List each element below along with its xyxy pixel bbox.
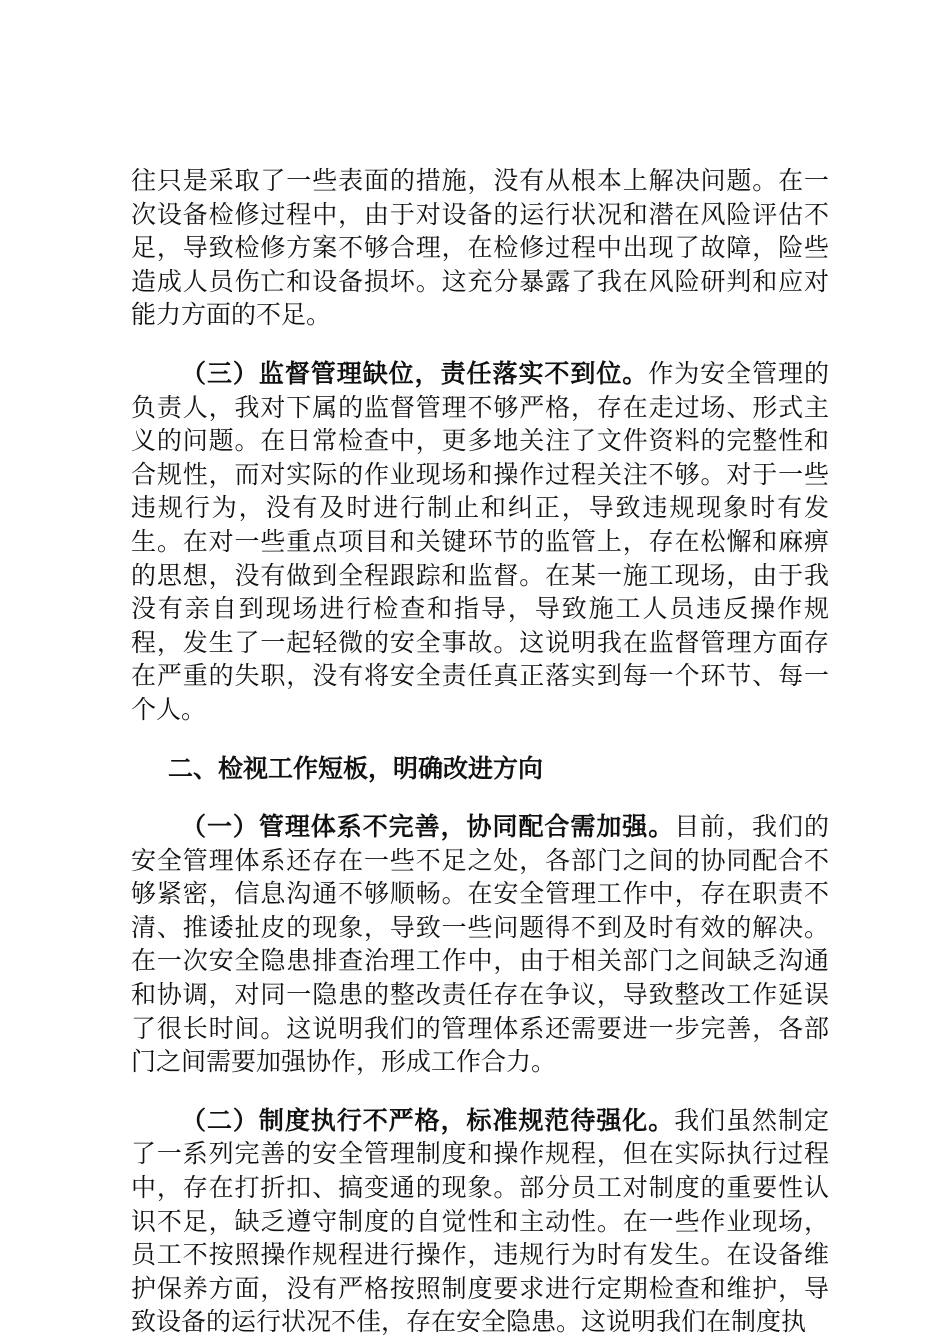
paragraph-text: 往只是采取了一些表面的措施，没有从根本上解决问题。在一次设备检修过程中，由于对设备的运行状况和潜在风险评估不足，导致检修方案不够合理，在检修过程中出现了故障，险些造成人员伤亡和设备损坏。这充分暴露了我在风险研判和应对能力方面的不足。	[131, 166, 829, 330]
paragraph-lead-title: （一）管理体系不完善，协同配合需加强。	[181, 812, 675, 842]
section-heading: 二、检视工作短板，明确改进方向	[168, 753, 544, 783]
paragraph-text: 作为安全管理的负责人，我对下属的监督管理不够严格，存在走过场、形式主义的问题。在日常检查中，更多地关注了文件资料的完整性和合规性，而对实际的作业现场和操作过程关注不够。对于一些违规行为，没有及时进行制止和纠正，导致违规现象时有发生。在对一些重点项目和关键环节的监管上，存在松懈和麻痹的思想，没有做到全程跟踪和监督。在某一施工现场，由于我没有亲自到现场进行检查和指导，导致施工人员违反操作规程，发生了一起轻微的安全事故。这说明我在监督管理方面存在严重的失职，没有将安全责任真正落实到每一个环节、每一个人。	[131, 358, 829, 724]
paragraph-text: 我们虽然制定了一系列完善的安全管理制度和操作规程，但在实际执行过程中，存在打折扣、搞变通的现象。部分员工对制度的重要性认识不足，缺乏遵守制度的自觉性和主动性。在一些作业现场，员工不按照操作规程进行操作，违规行为时有发生。在设备维护保养方面，没有严格按照制度要求进行定期检查和维护，导致设备的运行状况不佳，存在安全隐患。这说明我们在制度执	[131, 1105, 829, 1337]
paragraph-risk-assessment	[131, 164, 829, 332]
paragraph-rule-enforcement	[131, 1104, 829, 1339]
paragraph-lead-title: （三）监督管理缺位，责任落实不到位。	[181, 358, 649, 388]
paragraph-management-system	[131, 810, 829, 1079]
paragraph-spacer	[131, 785, 829, 810]
paragraph-lead-title: （二）制度执行不严格，标准规范待强化。	[181, 1105, 675, 1135]
paragraph-supervision	[131, 357, 829, 727]
paragraph-text: 目前，我们的安全管理体系还存在一些不足之处，各部门之间的协同配合不够紧密，信息沟通不够顺畅。在安全管理工作中，存在职责不清、推诿扯皮的现象，导致一些问题得不到及时有效的解决。在一次安全隐患排查治理工作中，由于相关部门之间缺乏沟通和协调，对同一隐患的整改责任存在争议，导致整改工作延误了很长时间。这说明我们的管理体系还需要进一步完善，各部门之间需要加强协作，形成工作合力。	[131, 812, 829, 1077]
paragraph-spacer	[131, 332, 829, 357]
paragraph-spacer	[131, 1079, 829, 1104]
paragraph-spacer	[131, 727, 829, 752]
document-body	[131, 164, 829, 1339]
